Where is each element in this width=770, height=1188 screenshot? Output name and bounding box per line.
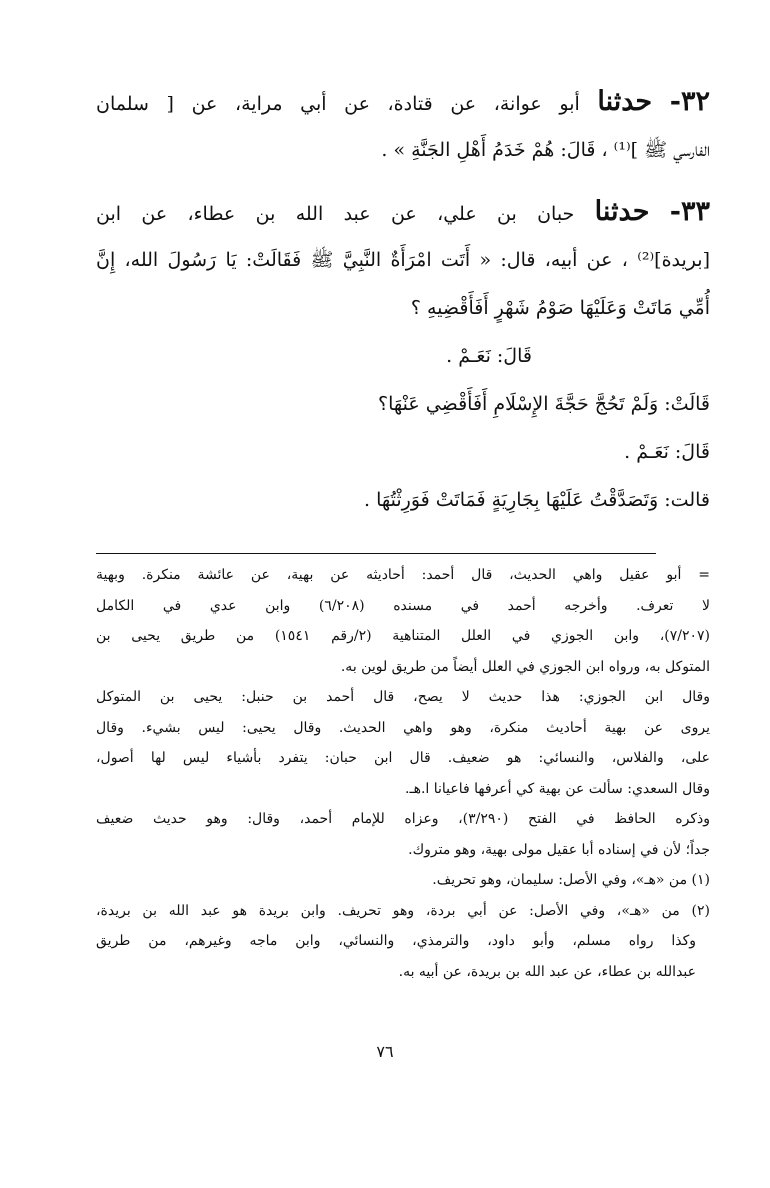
footnote-line: جداً؛ لأن في إسناده أبا عقيل مولى بهية، وهو متروك. (408, 841, 710, 858)
footnote-line: وقال ابن الجوزي: هذا حديث لا يصح، قال أحمد بن حنبل: يحيى بن المتوكل (96, 689, 710, 705)
footnote-line: لا تعرف. وأخرجه أحمد في مسنده (٦/٢٠٨) وابن عدي في الكامل (96, 597, 710, 614)
hadith-text: أبو عوانة، عن قتادة، عن أبي مراية، عن [ سلمان (96, 93, 580, 115)
hadith-33-line-3: أُمِّي مَاتَتْ وَعَلَيْهَا صَوْمُ شَهْرٍ أَفَأَقْضِيهِ ؟ (410, 297, 710, 319)
hadith-number: ٣٣- (669, 196, 710, 227)
hadith-33-line-7: قالت: وَتَصَدَّقْتُ عَلَيْهَا بِجَارِيَةٍ فَمَاتَتْ فَوَرِثْتُهَا . (364, 489, 710, 511)
hadith-32-line-1 (96, 78, 710, 126)
page-number: ٧٦ (376, 1042, 394, 1061)
hadith-33-line-1 (96, 188, 710, 236)
footnote-line: وقال السعدي: سألت عن بهية كي أعرفها فاعيانا ا.هـ. (405, 780, 710, 797)
hadith-33-line-6: قَالَ: نَعَـمْ . (624, 441, 710, 463)
footnote-2: (٢) من «هـ»، وفي الأصل: عن أبي بردة، وهو تحريف. وابن بريدة هو عبد الله بن بريدة، (96, 902, 710, 919)
hadith-number: ٣٢- (669, 86, 710, 117)
footnote-line: المتوكل به، ورواه ابن الجوزي في العلل أيضاً من طريق لوين به. (340, 658, 710, 675)
footnote-line: على، والفلاس، والنسائي: هو ضعيف. قال ابن حبان: يتفرد بأشياء ليس لها أصول، (96, 750, 710, 766)
footnote-1: (١) من «هـ»، وفي الأصل: سليمان، وهو تحريف. (432, 872, 710, 888)
hadith-32-line-2: الفارسي ﷺ ]⁽¹⁾ ، قَالَ: هُمْ خَدَمُ أَهْلِ الجَنَّةِ » . (381, 139, 710, 161)
hadith-33-line-2: [بريدة]⁽²⁾ ، عن أبيه، قال: « أَتَت امْرَأَةٌ النَّبِيَّ ﷺ فَقَالَتْ: يَا رَسُولَ الله، إِنَّ (96, 249, 710, 271)
footnote-line: وكذا رواه مسلم، وأبو داود، والترمذي، والنسائي، وابن ماجه وغيرهم، من طريق (96, 933, 696, 949)
footnote-line: (٧/٢٠٧)، وابن الجوزي في العلل المتناهية (٢/رقم ١٥٤١) من طريق يحيى بن (96, 628, 710, 644)
hadith-33-line-4: قَالَ: نَعَـمْ . (446, 345, 532, 367)
hadith-keyword: حدثنا (594, 196, 650, 227)
footnote-line: يروى عن بهية أحاديث منكرة، وهو واهي الحديث. وقال يحيى: ليس بشيء. وقال (96, 719, 710, 736)
footnote-line: عبدالله بن عطاء، عن عبد الله بن بريدة، عن أبيه به. (398, 963, 696, 980)
hadith-text: حبان بن علي، عن عبد الله بن عطاء، عن ابن (96, 203, 575, 225)
main-text (96, 78, 710, 524)
hadith-33-line-5: قَالَتْ: وَلَمْ تَحُجَّ حَجَّةَ الإِسْلَامِ أَفَأَقْضِي عَنْهَا؟ (378, 393, 710, 415)
footnotes (96, 560, 710, 987)
hadith-keyword: حدثنا (597, 86, 653, 117)
footnote-separator (96, 553, 656, 554)
footnote-line: وذكره الحافظ في الفتح (٣/٢٩٠)، وعزاه للإمام أحمد، وقال: وهو حديث ضعيف (96, 811, 710, 827)
footnote-line: = أبو عقيل واهي الحديث، قال أحمد: أحاديثه عن بهية، عن عائشة منكرة. وبهية (96, 567, 710, 583)
